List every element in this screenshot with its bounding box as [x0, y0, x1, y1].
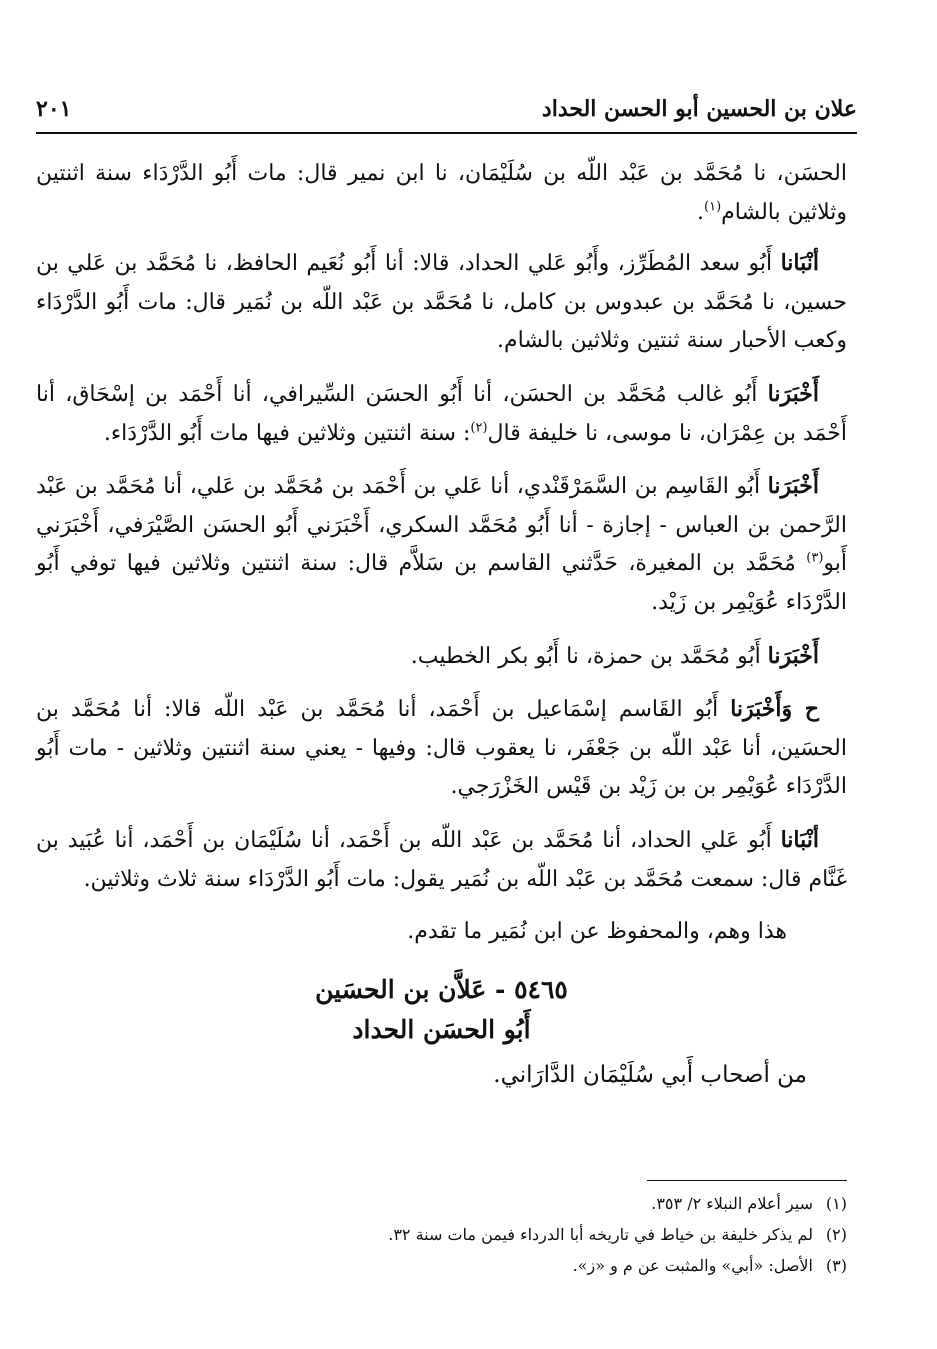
footnote-text: لم يذكر خليفة بن خياط في تاريخه أبا الدرداء فيمن مات سنة ٣٢. [388, 1225, 813, 1244]
paragraph-text: أَبُو القَاسِم بن السَّمَرْقَنْدي، أنا عَلي بن أَحْمَد بن مُحَمَّد بن عَلي، أنا مُحَمَّد بن عَبْد الرَّحمن بن العباس - إجازة - أنا أَبُو مُحَمَّد السكري، أَخْبَرَني أَبُو الحسَن الصَّيْرَفي، أَخْبَرَني أَبو [36, 474, 847, 577]
running-head: علان بن الحسين أبو الحسن الحداد [541, 96, 857, 122]
paragraph-5 [36, 690, 847, 807]
isnad-keyword: ح وَأَخْبَرَنا [730, 696, 819, 723]
paragraph-text: أَبُو سعد المُطَرِّز، وأَبُو عَلي الحداد، قالا: أنا أَبُو نُعَيم الحافظ، نا مُحَمَّد بن عَلي بن حسين، نا مُحَمَّد بن عبدوس بن كامل، نا مُحَمَّد بن عَبْد اللّه بن نُمَير قال: مات أَبُو الدَّرْدَاء وكعب الأحبار سنة ثنتين وثلاثين بالشام. [36, 251, 847, 354]
paragraph-2 [36, 375, 847, 453]
footnote-1 [60, 1188, 847, 1219]
page-number: ٢٠١ [36, 96, 72, 122]
isnad-keyword: أنْبَانا [780, 826, 819, 853]
footnote-divider [647, 1180, 847, 1181]
page-header [36, 88, 857, 134]
entry-subheading: أَبُو الحسَن الحداد [352, 1014, 531, 1044]
isnad-keyword: أَخْبَرَنا [767, 473, 819, 500]
footnote-ref: (١) [704, 199, 722, 215]
isnad-keyword: أنْبَانا [780, 250, 819, 277]
paragraph-6 [36, 821, 847, 899]
page-body [36, 155, 847, 1094]
paragraph-0 [36, 155, 847, 232]
footnote-2 [60, 1219, 847, 1250]
closing-note: هذا وهم، والمحفوظ عن ابن نُمَير ما تقدم. [407, 919, 787, 945]
footnote-3 [60, 1250, 847, 1281]
paragraph-text: أَبُو القَاسم إسْمَاعيل بن أَحْمَد، أنا مُحَمَّد بن عَبْد اللّه قالا: أنا مُحَمَّد بن الحسَين، أنا عَبْد اللّه بن جَعْفَر، نا يعقوب قال: وفيها - يعني سنة اثنتين وثلاثين - مات أَبُو الدَّرْدَاء عُوَيْمِر بن بن زَيْد بن قَيْس الخَزْرَجي. [36, 697, 847, 800]
isnad-keyword: أَخْبَرَنا [767, 642, 819, 669]
footnote-mark: (٢) [825, 1225, 847, 1244]
paragraph-4 [36, 637, 847, 677]
footnotes [60, 1188, 847, 1281]
paragraph-3 [36, 467, 847, 622]
isnad-keyword: أَخْبَرَنا [767, 380, 819, 407]
paragraph-1 [36, 244, 847, 361]
paragraph-text: أَبُو مُحَمَّد بن حمزة، نا أَبُو بكر الخطيب. [410, 643, 768, 669]
footnote-ref: (٣) [806, 551, 824, 567]
footnote-mark: (١) [825, 1194, 847, 1213]
footnote-ref: (٢) [470, 420, 488, 436]
footnote-text: الأصل: «أبي» والمثبت عن م و «ز». [572, 1256, 813, 1275]
paragraph-text: الحسَن، نا مُحَمَّد بن عَبْد اللّه بن سُلَيْمَان، نا ابن نمير قال: مات أَبُو الدَّرْدَاء سنة اثنتين وثلاثين بالشام [36, 161, 847, 225]
footnote-text: سير أعلام النبلاء ٢/ ٣٥٣. [651, 1194, 813, 1213]
paragraph-text: أَبُو غالب مُحَمَّد بن الحسَن، أنا أَبُو الحسَن السِّيرافي، أنا أَحْمَد بن إسْحَاق، أنا أَحْمَد بن عِمْرَان، نا موسى، نا خليفة قال [36, 381, 847, 446]
entry-heading: ٥٤٦٥ - عَلاَّن بن الحسَين [315, 974, 568, 1004]
paragraph-after: مُحَمَّد بن المغيرة، حَدَّثني القاسم بن سَلاَّم قال: سنة اثنتين وثلاثين فيها توفي أَبُو الدَّرْدَاء عُوَيْمِر بن زَيْد. [36, 551, 847, 615]
entry-description: من أصحاب أَبي سُلَيْمَان الدَّارَاني. [493, 1061, 807, 1088]
paragraph-after: . [697, 199, 704, 225]
footnote-mark: (٣) [825, 1256, 847, 1275]
paragraph-after: : سنة اثنتين وثلاثين فيها مات أَبُو الدَّرْدَاء. [103, 420, 471, 446]
paragraph-text: أَبُو عَلي الحداد، أنا مُحَمَّد بن عَبْد اللّه بن أَحْمَد، أنا سُلَيْمَان بن أَحْمَد، أنا عُبَيد بن غَنَّام قال: سمعت مُحَمَّد بن عَبْد اللّه بن نُمَير يقول: مات أَبُو الدَّرْدَاء سنة ثلاث وثلاثين. [36, 827, 847, 892]
